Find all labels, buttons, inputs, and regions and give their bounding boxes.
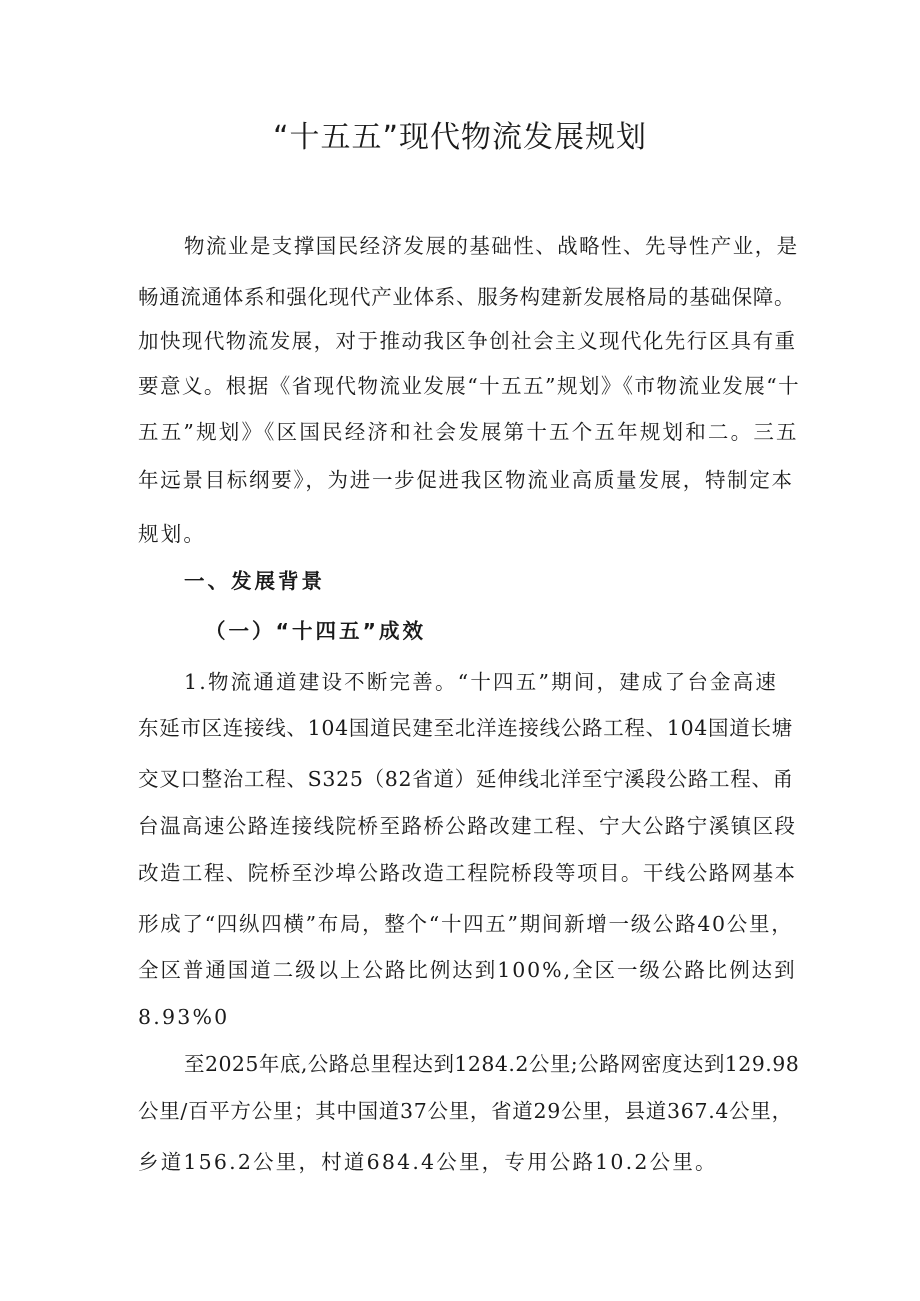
intro-line: 五五”规划》《区国民经济和社会发展第十五个五年规划和二。三五 [138,420,799,444]
intro-line: 畅通流通体系和强化现代产业体系、服务构建新发展格局的基础保障。 [138,285,796,309]
intro-line: 年远景目标纲要》，为进一步促进我区物流业高质量发展，特制定本 [138,468,794,492]
intro-line: 规划。 [138,522,207,546]
paragraph-line: 乡道156.2公里，村道684.4公里，专用公路10.2公里。 [138,1150,718,1174]
paragraph-line: 公里/百平方公里；其中国道37公里，省道29公里，县道367.4公里， [138,1099,793,1123]
intro-line: 要意义。根据《省现代物流业发展“十五五”规划》《市物流业发展“十 [138,374,801,398]
intro-line: 物流业是支撑国民经济发展的基础性、战略性、先导性产业，是 [184,234,799,258]
item-line: 交叉口整治工程、S325（82省道）延伸线北洋至宁溪段公路工程、甬 [138,767,794,791]
item-line: 改造工程、院桥至沙埠公路改造工程院桥段等项目。干线公路网基本 [138,861,797,885]
item-line: 8.93%0 [138,1005,230,1029]
paragraph-line: 至2025年底,公路总里程达到1284.2公里;公路网密度达到129.98 [184,1052,800,1076]
item-line: 台温高速公路连接线院桥至路桥公路改建工程、宁大公路宁溪镇区段 [138,814,797,838]
item-line: 1.物流通道建设不断完善。“十四五”期间，建成了台金高速 [184,670,779,694]
document-title: “十五五”现代物流发展规划 [272,120,648,155]
section-heading: 一、发展背景 [184,569,325,593]
item-line: 全区普通国道二级以上公路比例达到100%,全区一级公路比例达到 [138,958,797,982]
item-line: 形成了“四纵四横”布局，整个“十四五”期间新增一级公路40公里， [138,912,794,936]
subsection-heading: （一）“十四五”成效 [205,619,426,643]
item-line: 东延市区连接线、104国道民建至北洋连接线公路工程、104国道长塘 [138,716,793,740]
intro-line: 加快现代物流发展，对于推动我区争创社会主义现代化先行区具有重 [138,329,797,353]
